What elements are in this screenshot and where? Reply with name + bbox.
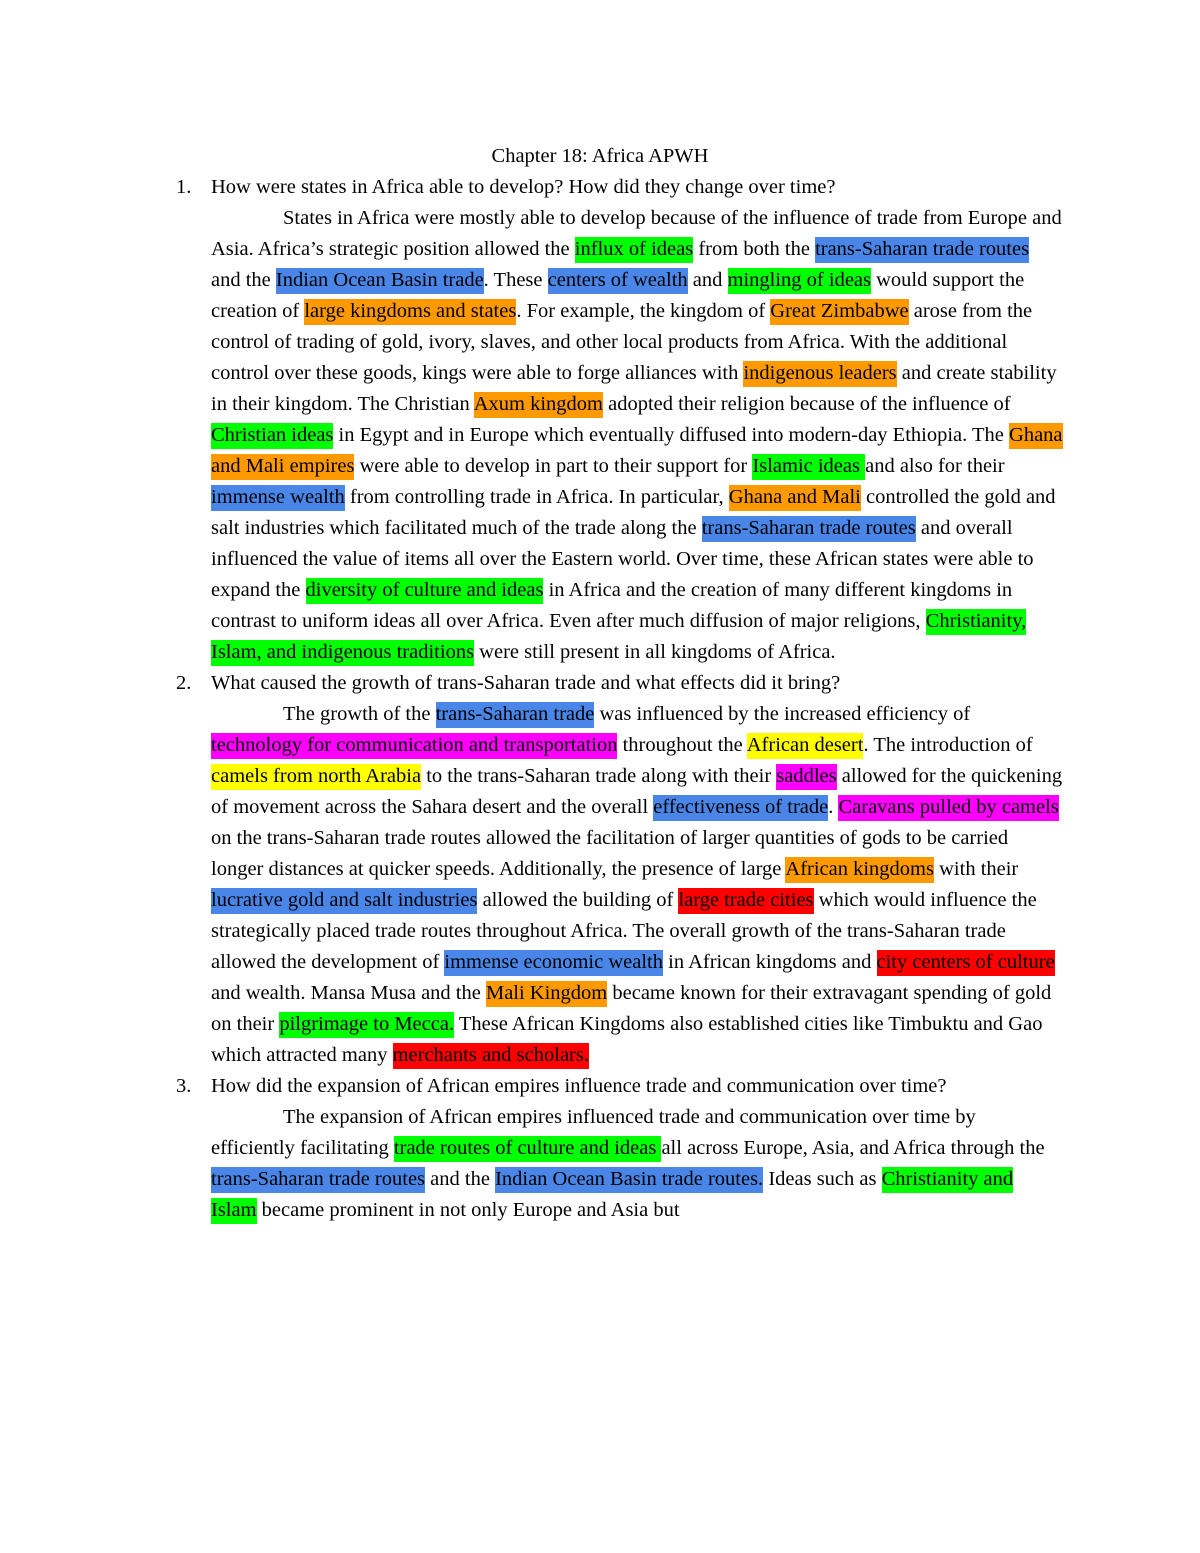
highlighted-phrase: mingling of ideas [728,268,871,294]
highlighted-phrase: trans-Saharan trade routes [702,516,916,542]
body-text: adopted their religion because of the influence of [602,393,1011,415]
highlighted-phrase: camels from north Arabia [211,764,421,790]
body-text: . For example, the kingdom of [516,300,771,322]
highlighted-phrase: city centers of culture [877,950,1055,976]
list-item [0,668,1200,1071]
highlighted-phrase: Caravans pulled by camels [838,795,1058,821]
answer-paragraph [211,1102,1063,1226]
body-text: from controlling trade in Africa. In particular, [344,486,729,508]
highlighted-phrase: large kingdoms and states [304,299,516,325]
item-number: 2. [176,672,192,694]
highlighted-phrase: influx of ideas [575,237,693,263]
body-text: in Egypt and in Europe which eventually diffused into modern-day Ethiopia. The [333,424,1010,446]
highlighted-phrase: trade routes of culture and ideas [394,1136,662,1162]
body-text: arose from the control of trading of gold, ivory, slaves, and other local products from Africa. With the additional control over these goods, kings were able to forge alliances with [211,300,1033,384]
body-text: allowed for the quickening of movement across the Sahara desert and the overall [211,765,1063,818]
body-text: in Africa and the creation of many different kingdoms in contrast to uniform ideas all over Africa. Even after much diffusion of major religions, [211,579,1013,632]
highlighted-phrase: Christianity, Islam, and indigenous traditions [211,609,1026,666]
body-text: The expansion of African empires influenced trade and communication over time by efficiently facilitating [211,1106,976,1159]
highlighted-phrase: Christian ideas [211,423,333,449]
highlighted-phrase: pilgrimage to Mecca. [279,1012,454,1038]
item-number: 1. [176,176,192,198]
list-item [0,172,1200,668]
body-text: became prominent in not only Europe and Asia but [256,1199,680,1221]
highlighted-phrase: African desert [747,733,864,759]
highlighted-phrase: Indian Ocean Basin trade [276,268,484,294]
body-text: and [687,269,728,291]
highlighted-phrase: Christianity and Islam [211,1167,1013,1224]
highlighted-phrase: Ghana and Mali [729,485,861,511]
question-list [0,172,1200,1226]
body-text: . The introduction of [863,734,1033,756]
question-text: What caused the growth of trans-Saharan trade and what effects did it bring? [211,672,841,694]
item-number: 3. [176,1075,192,1097]
body-text: and the [425,1168,496,1190]
body-text: The growth of the [283,703,436,725]
body-text: would support the creation of [211,269,1025,322]
body-text: allowed the building of [477,889,679,911]
answer-paragraph [211,203,1063,668]
body-text: controlled the gold and salt industries which facilitated much of the trade along the [211,486,1056,539]
highlighted-phrase: trans-Saharan trade routes [815,237,1029,263]
highlighted-phrase: indigenous leaders [743,361,896,387]
highlighted-phrase: immense economic wealth [444,950,663,976]
highlighted-phrase: merchants and scholars. [393,1043,589,1069]
highlighted-phrase: African kingdoms [785,857,934,883]
body-text: and also for their [865,455,1005,477]
body-text: . These [483,269,548,291]
highlighted-phrase: centers of wealth [548,268,688,294]
body-text: throughout the [617,734,747,756]
body-text: was influenced by the increased efficiency of [594,703,971,725]
highlighted-phrase: immense wealth [211,485,345,511]
body-text: and wealth. Mansa Musa and the [211,982,486,1004]
highlighted-phrase: diversity of culture and ideas [306,578,544,604]
body-text: which would influence the strategically placed trade routes throughout Africa. The overall growth of the trans-Saharan trade allowed the development of [211,889,1037,973]
highlighted-phrase: technology for communication and transportation [211,733,617,759]
body-text: became known for their extravagant spending of gold on their [211,982,1052,1035]
highlighted-phrase: large trade cities [678,888,813,914]
body-text: from both the [693,238,816,260]
highlighted-phrase: Islamic ideas [752,454,865,480]
document-title: Chapter 18: Africa APWH [491,145,709,167]
highlighted-phrase: effectiveness of trade [653,795,828,821]
highlighted-phrase: Ghana and Mali empires [211,423,1063,480]
highlighted-phrase: Mali Kingdom [486,981,607,1007]
highlighted-phrase: Indian Ocean Basin trade routes. [495,1167,763,1193]
body-text: to the trans-Saharan trade along with their [421,765,777,787]
answer-paragraph [211,699,1063,1071]
body-text: on the trans-Saharan trade routes allowed the facilitation of larger quantities of gods to be carried longer distances at quicker speeds. Additionally, the presence of large [211,827,1009,880]
body-text: in African kingdoms and [663,951,877,973]
body-text: were still present in all kingdoms of Africa. [474,641,836,663]
highlighted-phrase: trans-Saharan trade routes [211,1167,425,1193]
question-text: How were states in Africa able to develop? How did they change over time? [211,176,836,198]
body-text: Ideas such as [763,1168,882,1190]
body-text: and the [211,269,276,291]
highlighted-phrase: saddles [776,764,836,790]
highlighted-phrase: trans-Saharan trade [436,702,595,728]
highlighted-phrase: lucrative gold and salt industries [211,888,477,914]
question-text: How did the expansion of African empires influence trade and communication over time? [211,1075,947,1097]
body-text: all across Europe, Asia, and Africa through the [661,1137,1045,1159]
body-text: . [828,796,839,818]
body-text: These African Kingdoms also established cities like Timbuktu and Gao which attracted many [211,1013,1043,1066]
highlighted-phrase: Great Zimbabwe [770,299,908,325]
body-text: and overall influenced the value of items all over the Eastern world. Over time, these African states were able to expand the [211,517,1034,601]
body-text: States in Africa were mostly able to develop because of the influence of trade from Europe and Asia. Africa’s strategic position allowed the [211,207,1062,260]
body-text: were able to develop in part to their support for [354,455,753,477]
body-text: and create stability in their kingdom. The Christian [211,362,1057,415]
list-item [0,1071,1200,1226]
body-text: with their [934,858,1019,880]
highlighted-phrase: Axum kingdom [474,392,603,418]
